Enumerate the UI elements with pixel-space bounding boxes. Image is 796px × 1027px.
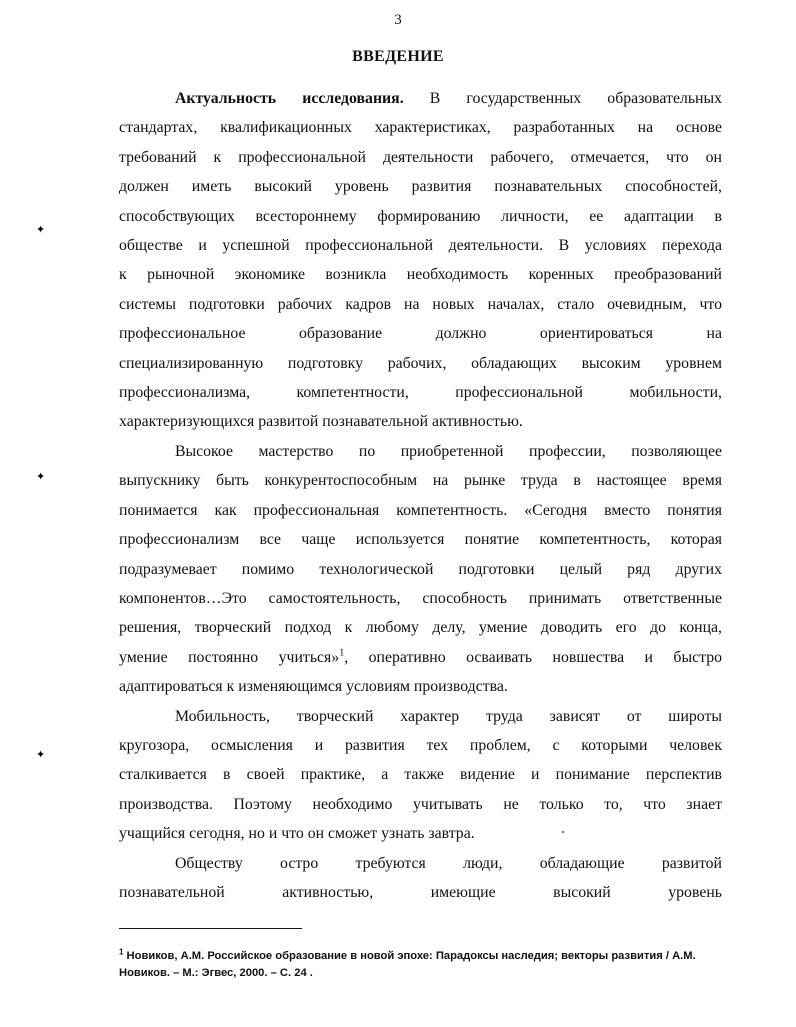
paragraph-line: профессионализма, компетентности, профессиональной мобильности, — [119, 384, 722, 402]
paragraph-line: обществе и успешной профессиональной деятельности. В условиях перехода — [119, 237, 722, 255]
paragraph-line: профессионализм все чаще используется понятие компетентность, которая — [119, 531, 722, 549]
paragraph-line: умение постоянно учиться»$^1$, оперативно осваивать новшества и быстро — [119, 647, 722, 666]
margin-mark-icon: ✦ — [36, 224, 46, 236]
paragraph-line: выпускнику быть конкурентоспособным на рынке труда в настоящее время — [119, 472, 722, 490]
margin-mark-icon: ✦ — [36, 749, 46, 761]
paragraph-line: к рыночной экономике возникла необходимость коренных преобразований — [119, 266, 722, 284]
paragraph-line: познавательной активностью, имеющие высокий уровень — [119, 883, 722, 901]
section-heading: ВВЕДЕНИЕ — [352, 48, 444, 65]
paragraph-line: системы подготовки рабочих кадров на новых началах, стало очевидным, что — [119, 295, 722, 313]
footnote-line: Новиков. – М.: Эгвес, 2000. – С. 24 . — [119, 967, 313, 979]
paragraph-line: решения, творческий подход к любому делу, умение доводить его до конца, — [119, 619, 722, 637]
paragraph-line: производства. Поэтому необходимо учитывать не только то, что знает — [119, 795, 722, 813]
paragraph-line: стандартах, квалификационных характеристиках, разработанных на основе — [119, 119, 722, 137]
margin-mark-icon: ✦ — [36, 471, 46, 483]
page-number: 3 — [394, 12, 402, 28]
paragraph-society — [119, 849, 722, 908]
paragraph-line: учащийся сегодня, но и что он сможет узнать завтра. — [119, 825, 475, 843]
paragraph-line: специализированную подготовку рабочих, обладающих высоким уровнем — [119, 354, 722, 372]
footnote-reference: 1 — [339, 647, 345, 659]
paragraph-line: требований к профессиональной деятельности рабочего, отмечается, что он — [119, 148, 722, 166]
footnote-number: 1 — [119, 947, 124, 957]
footnote — [119, 948, 733, 982]
paragraph-line: компонентов…Это самостоятельность, способность принимать ответственные — [119, 589, 722, 607]
paragraph-mastery — [119, 437, 722, 702]
paragraph-line: должен иметь высокий уровень развития познавательных способностей, — [119, 178, 722, 196]
paragraph-line: характеризующихся развитой познавательной активностью. — [119, 413, 523, 431]
paragraph-line: Актуальность исследования. В государственных образовательных — [175, 90, 723, 107]
paragraph-line: Обществу остро требуются люди, обладающие развитой — [175, 854, 722, 872]
paragraph-line: Высокое мастерство по приобретенной профессии, позволяющее — [175, 442, 722, 460]
paragraph-line: кругозора, осмысления и развития тех проблем, с которыми человек — [119, 736, 722, 754]
paragraph-mobility — [119, 702, 722, 849]
paragraph-line: Мобильность, творческий характер труда зависят от широты — [175, 707, 722, 725]
paragraph-line: сталкивается в своей практике, а также видение и понимание перспектив — [119, 766, 722, 784]
scan-speck — [562, 831, 564, 833]
paragraph-line: понимается как профессиональная компетентность. «Сегодня вместо понятия — [119, 501, 722, 519]
paragraph-line: подразумевает помимо технологической подготовки целый ряд других — [119, 560, 722, 578]
paragraph-line: адаптироваться к изменяющимся условиям производства. — [119, 678, 508, 696]
body-text — [119, 84, 722, 907]
footnote-divider — [119, 928, 302, 929]
paragraph-relevance — [119, 84, 722, 437]
paragraph-line: профессиональное образование должно ориентироваться на — [119, 325, 722, 343]
footnote-line: $^1$ Новиков, А.М. Российское образование в новой эпохе: Парадоксы наследия; векторы развития / А.М. — [119, 947, 696, 962]
paragraph-line: способствующих всестороннему формированию личности, ее адаптации в — [119, 207, 722, 225]
relevance-lead: Актуальность исследования. — [175, 90, 404, 107]
